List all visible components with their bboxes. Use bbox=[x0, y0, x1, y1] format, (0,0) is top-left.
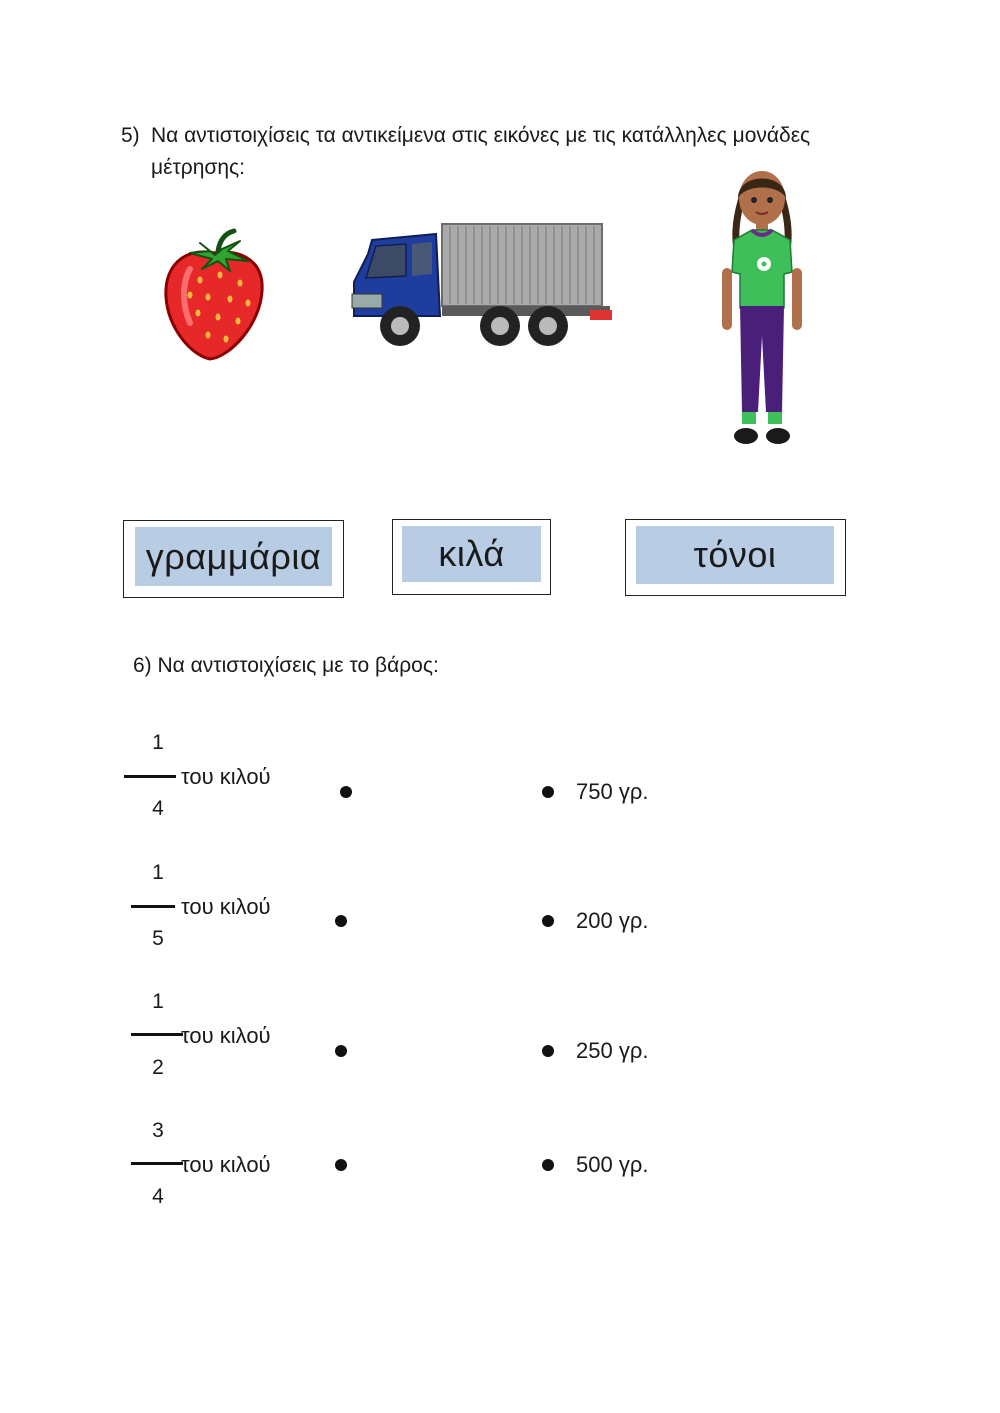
weight-option: 250 γρ. bbox=[576, 1038, 649, 1063]
question-6-text: 6) Να αντιστοιχίσεις με το βάρος: bbox=[133, 654, 439, 677]
fraction-word: του κιλού bbox=[181, 764, 271, 789]
left-match-dot[interactable] bbox=[335, 1159, 347, 1171]
weight-option: 200 γρ. bbox=[576, 908, 649, 933]
weight-option: 500 γρ. bbox=[576, 1152, 649, 1177]
question-5-text-line2: μέτρησης: bbox=[151, 156, 245, 179]
unit-label-kilos: κιλά bbox=[402, 526, 541, 582]
right-match-dot[interactable] bbox=[542, 915, 554, 927]
fraction-numerator: 1 bbox=[152, 731, 164, 754]
strawberry-image[interactable] bbox=[160, 225, 270, 365]
weight-option: 750 γρ. bbox=[576, 779, 649, 804]
right-match-dot[interactable] bbox=[542, 786, 554, 798]
unit-box-tonnes[interactable] bbox=[625, 519, 846, 596]
right-match-dot[interactable] bbox=[542, 1045, 554, 1057]
unit-box-kilos[interactable] bbox=[392, 519, 551, 595]
fraction-numerator: 1 bbox=[152, 861, 164, 884]
fraction-numerator: 3 bbox=[152, 1119, 164, 1142]
fraction-denominator: 2 bbox=[152, 1056, 164, 1079]
question-5-text-line1: Να αντιστοιχίσεις τα αντικείμενα στις εικόνες με τις κατάλληλες μονάδες bbox=[151, 124, 811, 147]
fraction-word: του κιλού bbox=[181, 1023, 271, 1048]
fraction-numerator: 1 bbox=[152, 990, 164, 1013]
girl-image[interactable] bbox=[712, 168, 812, 453]
fraction-word: του κιλού bbox=[181, 894, 271, 919]
right-match-dot[interactable] bbox=[542, 1159, 554, 1171]
unit-box-grams[interactable] bbox=[123, 520, 344, 598]
unit-label-grams: γραμμάρια bbox=[135, 527, 332, 586]
truck-image[interactable] bbox=[350, 220, 615, 348]
fraction-denominator: 4 bbox=[152, 797, 164, 820]
fraction-word: του κιλού bbox=[181, 1152, 271, 1177]
left-match-dot[interactable] bbox=[335, 915, 347, 927]
fraction-denominator: 4 bbox=[152, 1185, 164, 1208]
unit-label-tonnes: τόνοι bbox=[636, 526, 834, 584]
fraction-bar bbox=[131, 905, 175, 908]
fraction-denominator: 5 bbox=[152, 927, 164, 950]
left-match-dot[interactable] bbox=[340, 786, 352, 798]
fraction-bar bbox=[131, 1033, 183, 1036]
question-5-number: 5) bbox=[121, 124, 140, 147]
fraction-bar bbox=[131, 1162, 183, 1165]
left-match-dot[interactable] bbox=[335, 1045, 347, 1057]
fraction-bar bbox=[124, 775, 176, 778]
